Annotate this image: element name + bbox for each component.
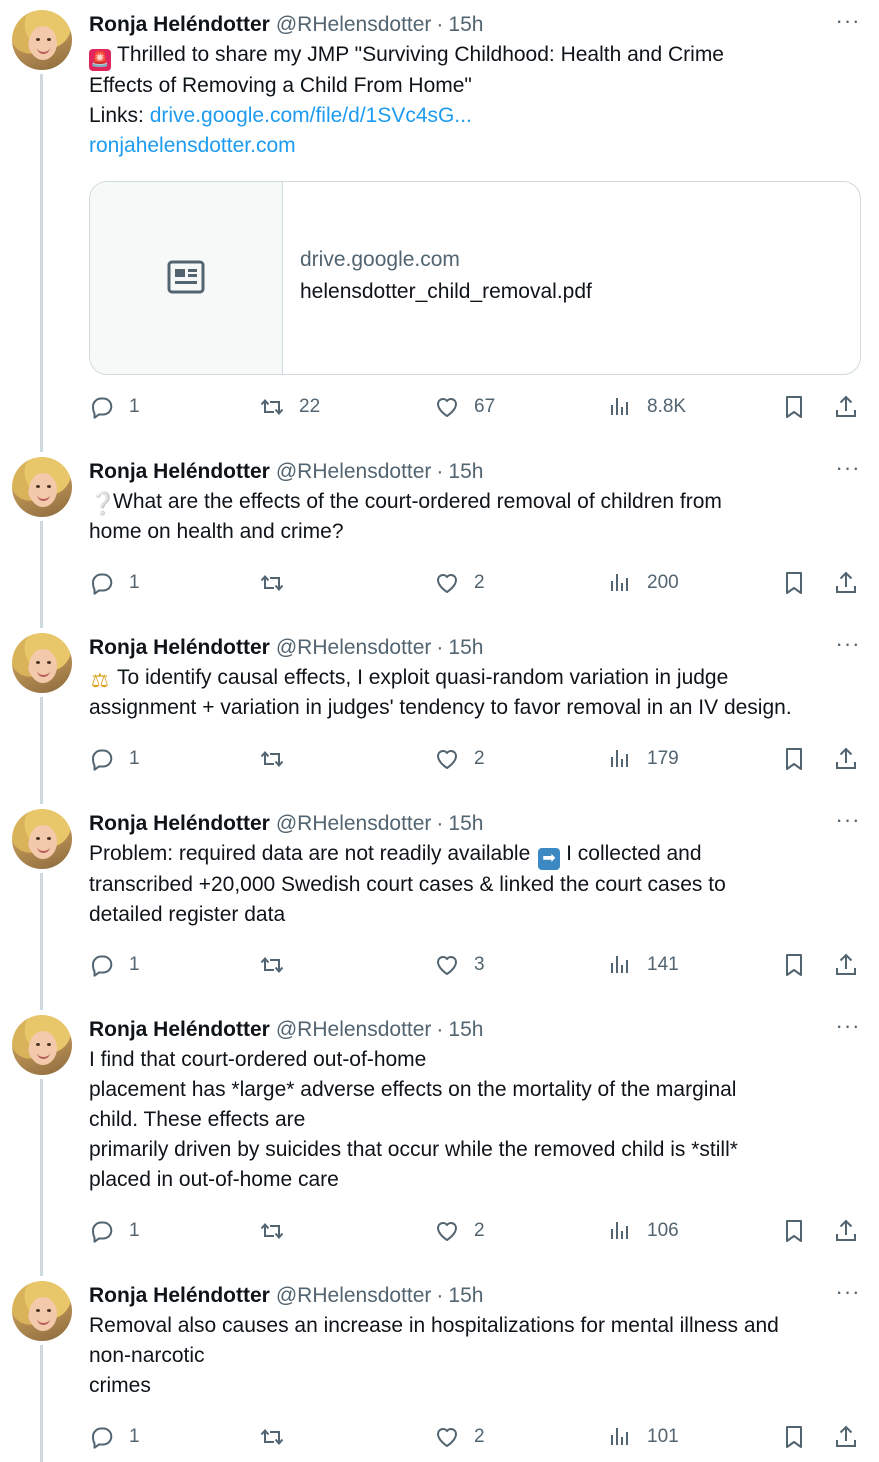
more-icon[interactable]: ···	[835, 1013, 861, 1038]
repost-button[interactable]	[259, 744, 299, 774]
repost-button[interactable]	[259, 1422, 299, 1452]
tweet-header	[89, 633, 861, 663]
views-button[interactable]	[607, 950, 679, 980]
share-icon	[833, 1424, 859, 1450]
share-button[interactable]	[833, 392, 859, 422]
timestamp[interactable]: 15h	[448, 460, 484, 483]
author-handle[interactable]: @RHelensdotter	[275, 13, 432, 36]
tweet-header	[89, 10, 861, 40]
text-line: primarily driven by suicides that occur while the removed child is *still*	[89, 1138, 738, 1161]
reply-button[interactable]	[89, 950, 140, 980]
author-name[interactable]: Ronja Heléndotter	[89, 812, 270, 835]
bookmark-button[interactable]	[781, 744, 807, 774]
share-button[interactable]	[833, 1422, 859, 1452]
like-button[interactable]	[434, 950, 485, 980]
action-bar	[89, 392, 861, 422]
avatar[interactable]	[12, 633, 72, 693]
text-line: Effects of Removing a Child From Home"	[89, 74, 472, 97]
thread-line	[40, 74, 43, 452]
text-line: assignment + variation in judges' tendency to favor removal in an IV design.	[89, 696, 792, 719]
thread-line	[40, 521, 43, 628]
tweet-text	[89, 839, 861, 930]
author-name[interactable]: Ronja Heléndotter	[89, 1018, 270, 1041]
bookmark-icon	[781, 570, 807, 596]
author-handle[interactable]: @RHelensdotter	[275, 812, 432, 835]
repost-button[interactable]	[259, 568, 299, 598]
views-icon	[607, 952, 633, 978]
question-emoji: ❔	[89, 491, 117, 516]
thread-line	[40, 873, 43, 1010]
link-card[interactable]	[89, 181, 861, 375]
reply-icon	[89, 1218, 115, 1244]
bookmark-button[interactable]	[781, 1216, 807, 1246]
views-count: 8.8K	[647, 396, 687, 417]
bookmark-button[interactable]	[781, 568, 807, 598]
bookmark-icon	[781, 1424, 807, 1450]
repost-button[interactable]	[259, 1216, 299, 1246]
views-button[interactable]	[607, 1422, 679, 1452]
repost-button[interactable]	[259, 392, 320, 422]
action-bar	[89, 1422, 861, 1452]
avatar[interactable]	[12, 809, 72, 869]
reposts-count: 22	[299, 396, 321, 417]
card-domain: drive.google.com	[300, 248, 460, 271]
heart-icon	[434, 394, 460, 420]
text-line: I collected and	[566, 842, 702, 865]
reply-button[interactable]	[89, 392, 140, 422]
tweet-header	[89, 457, 861, 487]
share-icon	[833, 952, 859, 978]
avatar[interactable]	[12, 1015, 72, 1075]
action-bar	[89, 950, 861, 980]
share-icon	[833, 570, 859, 596]
scales-emoji: ⚖	[91, 670, 109, 692]
reply-button[interactable]	[89, 1216, 140, 1246]
like-button[interactable]	[434, 744, 485, 774]
like-button[interactable]	[434, 568, 485, 598]
replies-count: 1	[129, 396, 140, 417]
replies-count: 1	[129, 1220, 140, 1241]
tweet-text	[89, 40, 861, 161]
separator: ·	[436, 460, 444, 483]
bookmark-icon	[781, 746, 807, 772]
siren-emoji: 🚨	[89, 49, 111, 71]
repost-button[interactable]	[259, 950, 299, 980]
text-line: non-narcotic	[89, 1344, 205, 1367]
card-media	[90, 182, 283, 374]
separator: ·	[436, 13, 444, 36]
text-line: Removal also causes an increase in hospitalizations for mental illness and	[89, 1314, 779, 1337]
timestamp[interactable]: 15h	[448, 636, 484, 659]
tweet-text	[89, 1311, 861, 1401]
more-icon[interactable]: ···	[835, 1279, 861, 1304]
more-icon[interactable]: ···	[835, 631, 861, 656]
replies-count: 1	[129, 572, 140, 593]
author-handle[interactable]: @RHelensdotter	[275, 1284, 432, 1307]
repost-icon	[259, 1424, 285, 1450]
reply-icon	[89, 394, 115, 420]
replies-count: 1	[129, 748, 140, 769]
heart-icon	[434, 1424, 460, 1450]
text-line: Problem: required data are not readily available	[89, 842, 537, 865]
repost-icon	[259, 1218, 285, 1244]
views-icon	[607, 394, 633, 420]
like-button[interactable]	[434, 392, 495, 422]
timestamp[interactable]: 15h	[448, 812, 484, 835]
thread-line	[40, 1345, 43, 1462]
reply-icon	[89, 570, 115, 596]
share-button[interactable]	[833, 950, 859, 980]
bookmark-icon	[781, 394, 807, 420]
views-button[interactable]	[607, 568, 679, 598]
website-link[interactable]: ronjahelensdotter.com	[89, 134, 296, 157]
share-icon	[833, 746, 859, 772]
share-button[interactable]	[833, 568, 859, 598]
thread-line	[40, 1079, 43, 1276]
share-icon	[833, 394, 859, 420]
drive-link[interactable]: drive.google.com/file/d/1SVc4sG...	[149, 104, 472, 127]
views-count: 200	[647, 572, 679, 593]
reply-button[interactable]	[89, 744, 140, 774]
reply-icon	[89, 952, 115, 978]
bookmark-button[interactable]	[781, 950, 807, 980]
views-count: 101	[647, 1426, 679, 1447]
author-handle[interactable]: @RHelensdotter	[275, 636, 432, 659]
replies-count: 1	[129, 1426, 140, 1447]
repost-icon	[259, 394, 285, 420]
reply-icon	[89, 746, 115, 772]
views-count: 141	[647, 954, 679, 975]
timestamp[interactable]: 15h	[448, 1018, 484, 1041]
links-label: Links:	[89, 104, 150, 127]
reply-button[interactable]	[89, 1422, 140, 1452]
text-line: placed in out-of-home care	[89, 1168, 339, 1191]
text-line: child. These effects are	[89, 1108, 306, 1131]
avatar[interactable]	[12, 457, 72, 517]
author-name[interactable]: Ronja Heléndotter	[89, 13, 270, 36]
text-line: detailed register data	[89, 903, 286, 926]
text-line: Thrilled to share my JMP "Surviving Childhood: Health and Crime	[117, 43, 724, 66]
reply-button[interactable]	[89, 568, 140, 598]
views-button[interactable]	[607, 392, 686, 422]
text-line: transcribed +20,000 Swedish court cases & linked the court cases to	[89, 873, 726, 896]
views-icon	[607, 746, 633, 772]
bookmark-icon	[781, 1218, 807, 1244]
author-name[interactable]: Ronja Heléndotter	[89, 636, 270, 659]
replies-count: 1	[129, 954, 140, 975]
more-icon[interactable]: ···	[835, 455, 861, 480]
likes-count: 3	[474, 954, 485, 975]
thread-line	[40, 697, 43, 804]
text-line: I find that court-ordered out-of-home	[89, 1048, 427, 1071]
bookmark-button[interactable]	[781, 392, 807, 422]
text-line: home on health and crime?	[89, 520, 344, 543]
tweet-header	[89, 1281, 861, 1311]
avatar[interactable]	[12, 10, 72, 70]
tweet-text	[89, 1045, 861, 1195]
share-icon	[833, 1218, 859, 1244]
views-icon	[607, 1424, 633, 1450]
reply-icon	[89, 1424, 115, 1450]
tweet-text	[89, 487, 861, 547]
author-name[interactable]: Ronja Heléndotter	[89, 1284, 270, 1307]
action-bar	[89, 744, 861, 774]
likes-count: 67	[474, 396, 496, 417]
action-bar	[89, 1216, 861, 1246]
card-title: helensdotter_child_removal.pdf	[300, 280, 592, 303]
bookmark-button[interactable]	[781, 1422, 807, 1452]
author-handle[interactable]: @RHelensdotter	[275, 1018, 432, 1041]
heart-icon	[434, 1218, 460, 1244]
like-button[interactable]	[434, 1422, 485, 1452]
text-line: crimes	[89, 1374, 151, 1397]
separator: ·	[436, 812, 444, 835]
share-button[interactable]	[833, 1216, 859, 1246]
like-button[interactable]	[434, 1216, 485, 1246]
action-bar	[89, 568, 861, 598]
heart-icon	[434, 570, 460, 596]
arrow-right-emoji: ➡	[538, 848, 560, 870]
timestamp[interactable]: 15h	[448, 13, 484, 36]
text-line: To identify causal effects, I exploit quasi-random variation in judge	[117, 666, 729, 689]
heart-icon	[434, 746, 460, 772]
tweet-text	[89, 663, 861, 723]
tweet-header	[89, 1015, 861, 1045]
text-line: placement has *large* adverse effects on the mortality of the marginal	[89, 1078, 737, 1101]
views-count: 179	[647, 748, 679, 769]
timestamp[interactable]: 15h	[448, 1284, 484, 1307]
views-icon	[607, 570, 633, 596]
more-icon[interactable]: ···	[835, 807, 861, 832]
repost-icon	[259, 746, 285, 772]
repost-icon	[259, 570, 285, 596]
separator: ·	[436, 1018, 444, 1041]
likes-count: 2	[474, 748, 485, 769]
separator: ·	[436, 1284, 444, 1307]
tweet-header	[89, 809, 861, 839]
views-count: 106	[647, 1220, 679, 1241]
views-button[interactable]	[607, 1216, 679, 1246]
author-name[interactable]: Ronja Heléndotter	[89, 460, 270, 483]
views-button[interactable]	[607, 744, 679, 774]
separator: ·	[436, 636, 444, 659]
article-icon	[167, 260, 205, 294]
views-icon	[607, 1218, 633, 1244]
likes-count: 2	[474, 1426, 485, 1447]
likes-count: 2	[474, 572, 485, 593]
author-handle[interactable]: @RHelensdotter	[275, 460, 432, 483]
likes-count: 2	[474, 1220, 485, 1241]
bookmark-icon	[781, 952, 807, 978]
avatar[interactable]	[12, 1281, 72, 1341]
repost-icon	[259, 952, 285, 978]
share-button[interactable]	[833, 744, 859, 774]
more-icon[interactable]: ···	[835, 8, 861, 33]
heart-icon	[434, 952, 460, 978]
text-line: What are the effects of the court-ordered removal of children from	[113, 490, 722, 513]
